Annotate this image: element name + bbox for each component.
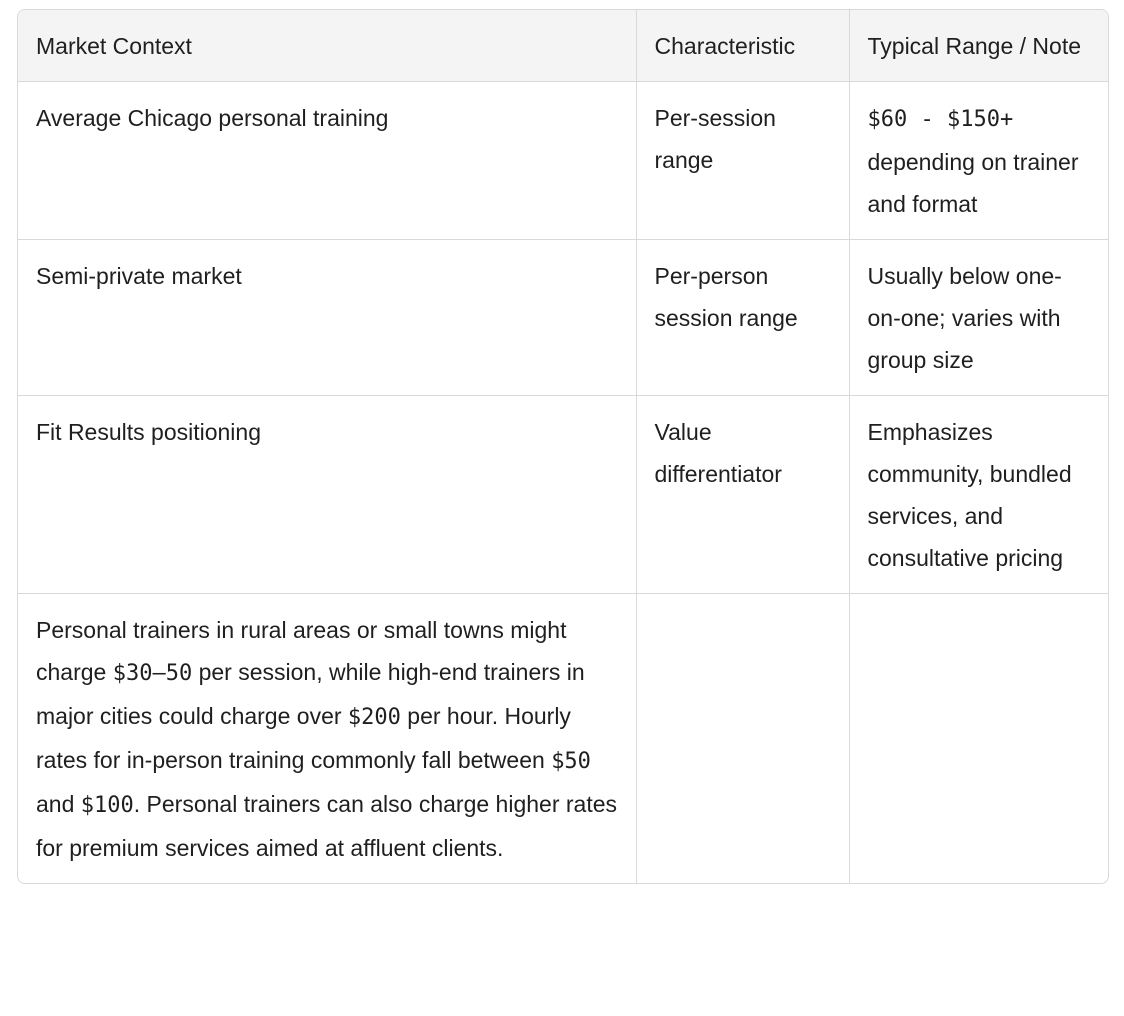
price-value: $100 (80, 793, 134, 818)
table-row (18, 240, 1108, 396)
footnote-cell: Personal trainers in rural areas or small towns might charge $30–50 per session, while high-end trainers in major cities could charge over $200 per hour. Hourly rates for in-person training commonly fall between $50 and $100. Personal trainers can also charge higher rates for premium services aimed at affluent clients. (18, 594, 636, 884)
table-row-footnote (18, 594, 1108, 884)
header-typical-range-note: Typical Range / Note (849, 10, 1108, 82)
cell-note: Usually below one-on-one; varies with group size (849, 240, 1108, 396)
empty-cell (849, 594, 1108, 884)
cell-characteristic: Per-session range (636, 82, 849, 240)
cell-market-context: Average Chicago personal training (18, 82, 636, 240)
cell-market-context: Semi-private market (18, 240, 636, 396)
price-value: $30–50 (112, 661, 193, 686)
table-body (18, 82, 1108, 884)
table-row (18, 396, 1108, 594)
price-value: $50 (551, 749, 591, 774)
cell-note (849, 82, 1108, 240)
price-range: $60 - $150+ (867, 107, 1014, 132)
price-value: $200 (347, 705, 401, 730)
table-header (18, 10, 1108, 82)
empty-cell (636, 594, 849, 884)
header-characteristic: Characteristic (636, 10, 849, 82)
cell-characteristic: Value differentiator (636, 396, 849, 594)
header-row (18, 10, 1108, 82)
cell-note: Emphasizes community, bundled services, and consultative pricing (849, 396, 1108, 594)
note-text: depending on trainer and format (867, 149, 1079, 217)
table-row (18, 82, 1108, 240)
pricing-table-container (17, 9, 1109, 884)
cell-market-context: Fit Results positioning (18, 396, 636, 594)
header-market-context: Market Context (18, 10, 636, 82)
pricing-table (18, 10, 1108, 883)
cell-characteristic: Per-person session range (636, 240, 849, 396)
